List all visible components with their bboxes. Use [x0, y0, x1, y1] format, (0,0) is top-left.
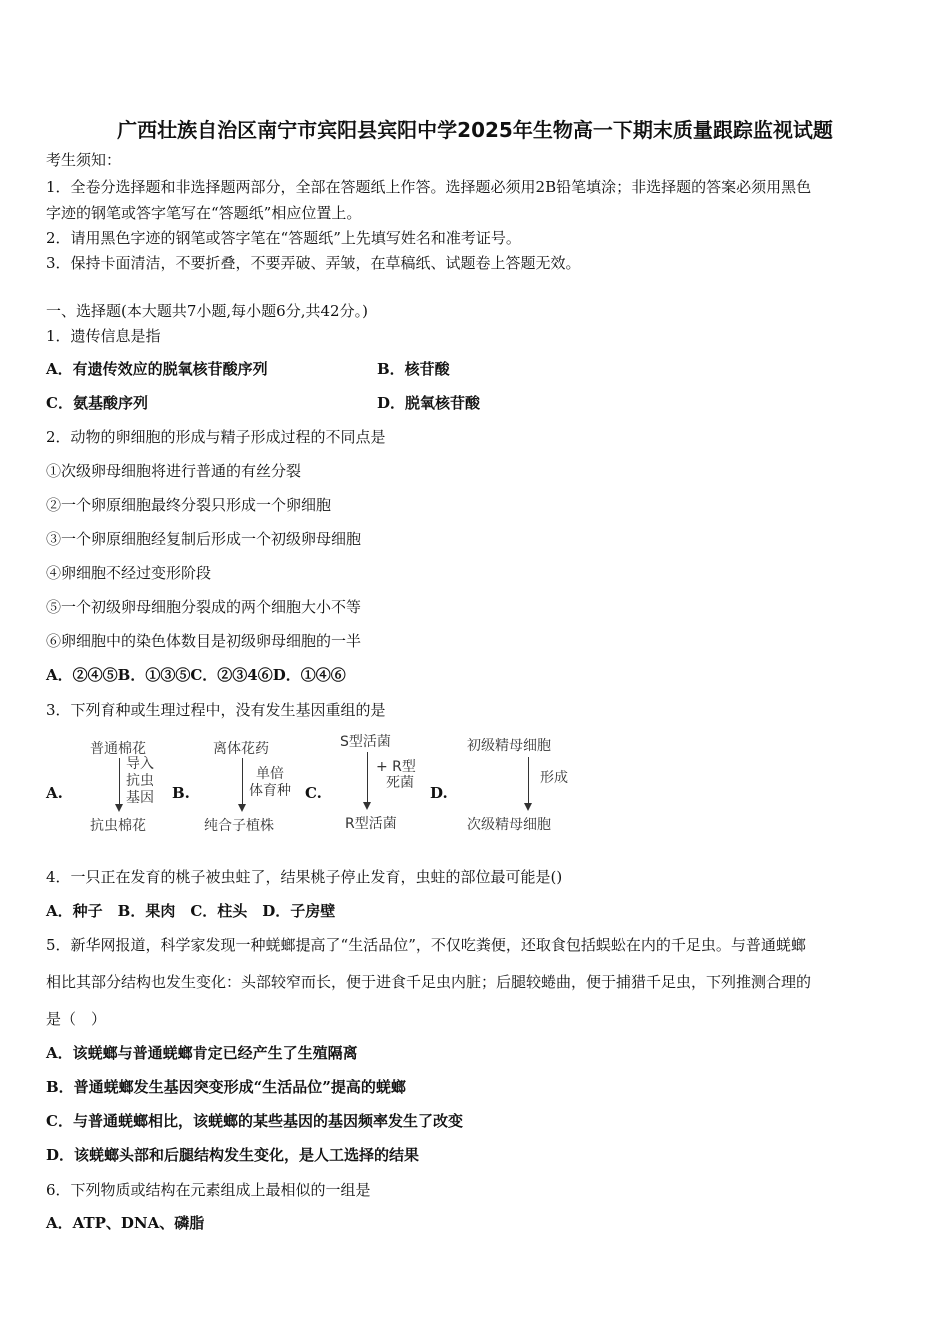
q3-c-arrow-icon — [367, 752, 368, 808]
q3-d-top: 初级精母细胞 — [467, 738, 551, 754]
q2-statement-3: ③一个卵原细胞经复制后形成一个初级卵母细胞 — [46, 530, 362, 548]
q3-a-arrow-icon — [119, 758, 120, 810]
q2-statement-1: ①次级卵母细胞将进行普通的有丝分裂 — [46, 462, 302, 480]
q2-options: A．②④⑤B．①③⑤C．②③4⑥D．①④⑥ — [46, 666, 346, 684]
section-heading: 一、选择题(本大题共7小题,每小题6分,共42分。) — [46, 302, 368, 320]
q5-option-b: B．普通蜣螂发生基因突变形成“生活品位”提高的蜣螂 — [46, 1078, 406, 1096]
notice-item-2: 2．请用黑色字迹的钢笔或答字笔在“答题纸”上先填写姓名和准考证号。 — [46, 229, 521, 247]
q6-stem: 6．下列物质或结构在元素组成上最相似的一组是 — [46, 1181, 371, 1199]
q3-c-bottom: R型活菌 — [345, 816, 397, 832]
q3-b-arrow-icon — [242, 758, 243, 810]
q5-stem-b: 相比其部分结构也发生变化：头部较窄而长，便于进食千足虫内脏；后腿较蜷曲，便于捕猎千足虫，下列推测合理的 — [46, 973, 812, 991]
notice-item-3: 3．保持卡面清洁，不要折叠，不要弄破、弄皱，在草稿纸、试题卷上答题无效。 — [46, 254, 581, 272]
notice-item-1a: 1．全卷分选择题和非选择题两部分，全部在答题纸上作答。选择题必须用2B铅笔填涂；非选择题的答案必须用黑色 — [46, 178, 812, 196]
q4-options: A．种子 B．果肉 C．柱头 D．子房壁 — [46, 902, 336, 920]
q3-c-mid-2: 死菌 — [386, 775, 414, 791]
q1-option-b: B．核苷酸 — [377, 360, 450, 378]
q1-option-a: A．有遗传效应的脱氧核苷酸序列 — [46, 360, 268, 378]
q3-c-mid-1: + R型 — [376, 759, 416, 775]
q5-option-d: D．该蜣螂头部和后腿结构发生变化，是人工选择的结果 — [46, 1146, 420, 1164]
q5-option-a: A．该蜣螂与普通蜣螂肯定已经产生了生殖隔离 — [46, 1044, 358, 1062]
q3-b-mid-2: 体育种 — [249, 783, 291, 799]
page-title: 广西壮族自治区南宁市宾阳县宾阳中学2025年生物高一下期末质量跟踪监视试题 — [117, 118, 833, 142]
q2-statement-2: ②一个卵原细胞最终分裂只形成一个卵细胞 — [46, 496, 332, 514]
q3-d-bottom: 次级精母细胞 — [467, 817, 551, 833]
q6-option-a: A．ATP、DNA、磷脂 — [46, 1214, 205, 1232]
q4-stem: 4．一只正在发育的桃子被虫蛀了，结果桃子停止发育，虫蛀的部位最可能是() — [46, 868, 563, 886]
q3-a-mid-1: 导入 — [126, 756, 154, 772]
q3-label-b: B. — [172, 784, 190, 802]
q3-b-bottom: 纯合子植株 — [204, 818, 274, 834]
notice-item-1b: 字迹的钢笔或答字笔写在“答题纸”相应位置上。 — [46, 204, 362, 222]
q3-label-c: C. — [305, 784, 322, 802]
q2-statement-5: ⑤一个初级卵母细胞分裂成的两个细胞大小不等 — [46, 598, 362, 616]
q3-label-a: A. — [46, 784, 63, 802]
q3-a-top: 普通棉花 — [90, 741, 146, 757]
q3-d-arrow-icon — [528, 757, 529, 809]
q2-statement-6: ⑥卵细胞中的染色体数目是初级卵母细胞的一半 — [46, 632, 362, 650]
q5-stem-c: 是（ ） — [46, 1010, 107, 1028]
q5-option-c: C．与普通蜣螂相比，该蜣螂的某些基因的基因频率发生了改变 — [46, 1112, 463, 1130]
q3-label-d: D. — [430, 784, 448, 802]
q5-stem-a: 5．新华网报道，科学家发现一种蜣螂提高了“生活品位”，不仅吃粪便，还取食包括蜈蚣在内的千足虫。与普通蜣螂 — [46, 936, 806, 954]
q3-stem: 3．下列育种或生理过程中，没有发生基因重组的是 — [46, 701, 386, 719]
q3-a-mid-3: 基因 — [126, 790, 154, 806]
q3-c-top: S型活菌 — [340, 734, 391, 750]
notice-heading: 考生须知： — [46, 151, 122, 169]
q1-stem: 1．遗传信息是指 — [46, 327, 161, 345]
q1-option-d: D．脱氧核苷酸 — [377, 394, 481, 412]
q3-a-bottom: 抗虫棉花 — [90, 818, 146, 834]
q3-a-mid-2: 抗虫 — [126, 773, 154, 789]
q1-option-c: C．氨基酸序列 — [46, 394, 148, 412]
q2-statement-4: ④卵细胞不经过变形阶段 — [46, 564, 212, 582]
q3-d-mid: 形成 — [540, 770, 568, 786]
q3-b-top: 离体花药 — [213, 741, 269, 757]
q3-b-mid-1: 单倍 — [256, 766, 284, 782]
q2-stem: 2．动物的卵细胞的形成与精子形成过程的不同点是 — [46, 428, 386, 446]
